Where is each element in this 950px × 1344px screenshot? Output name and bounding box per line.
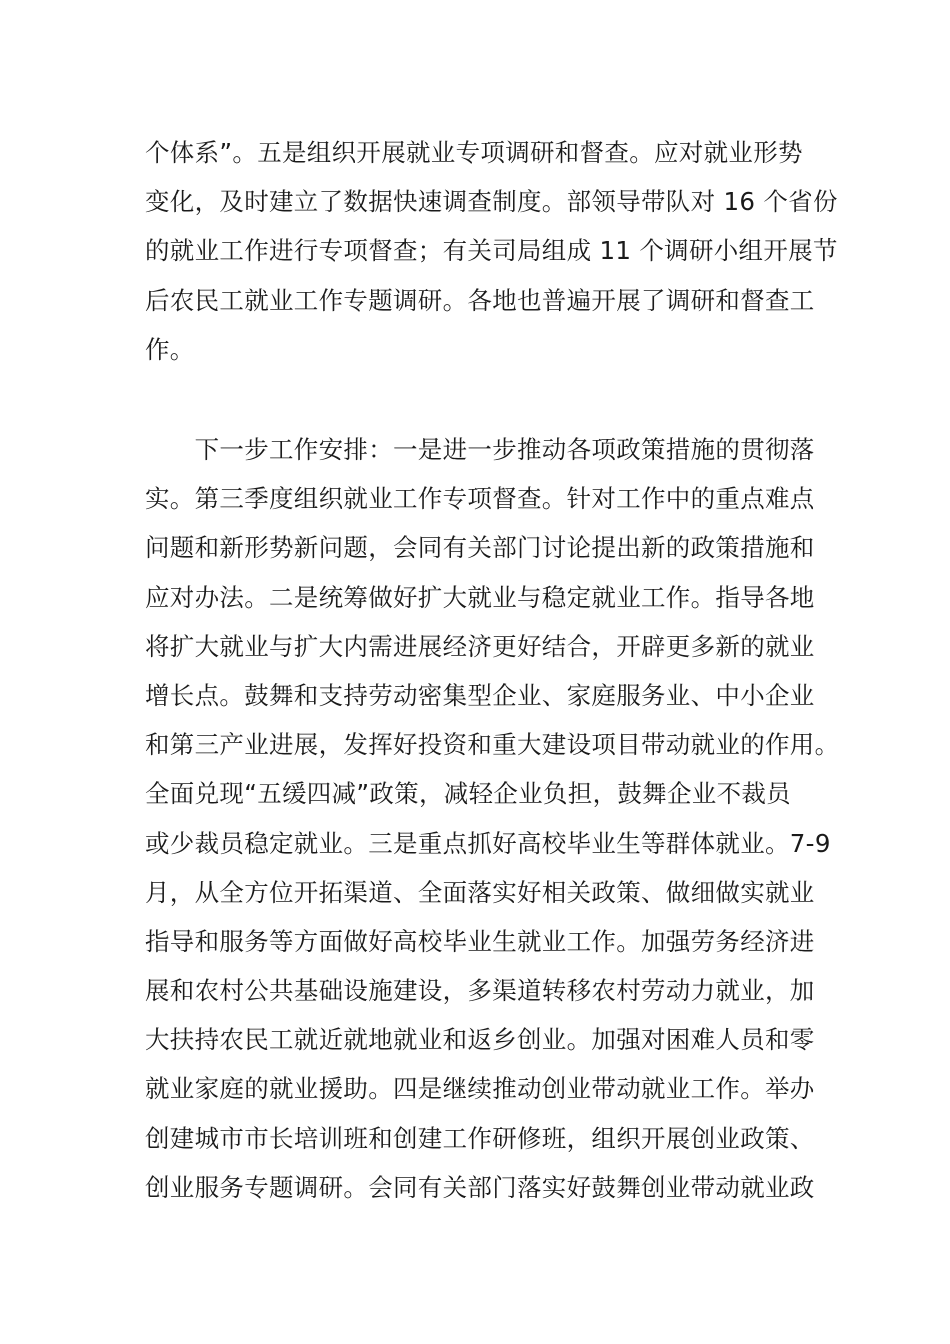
text-line: 大扶持农民工就近就地就业和返乡创业。加强对困难人员和零: [145, 1025, 815, 1055]
text-line: 作。: [145, 334, 195, 364]
text-line: 变化，及时建立了数据快速调查制度。部领导带队对 16 个省份: [145, 187, 838, 217]
text-line: 就业家庭的就业援助。四是继续推动创业带动就业工作。举办: [145, 1074, 815, 1104]
text-line: 的就业工作进行专项督查；有关司局组成 11 个调研小组开展节: [145, 236, 838, 266]
text-line: 创建城市市长培训班和创建工作研修班，组织开展创业政策、: [145, 1123, 815, 1153]
text-line: 应对办法。二是统筹做好扩大就业与稳定就业工作。指导各地: [145, 582, 815, 612]
text-line: 创业服务专题调研。会同有关部门落实好鼓舞创业带动就业政: [145, 1172, 815, 1202]
text-line: 和第三产业进展，发挥好投资和重大建设项目带动就业的作用。: [145, 730, 840, 760]
paragraph-2: [145, 425, 840, 1212]
text-line: 月，从全方位开拓渠道、全面落实好相关政策、做细做实就业: [145, 877, 815, 907]
text-line: 个体系”。五是组织开展就业专项调研和督查。应对就业形势: [145, 138, 803, 167]
text-line: 增长点。鼓舞和支持劳动密集型企业、家庭服务业、中小企业: [145, 680, 815, 710]
text-line: 全面兑现“五缓四减”政策，减轻企业负担，鼓舞企业不裁员: [145, 779, 791, 809]
text-line: 后农民工就业工作专题调研。各地也普遍开展了调研和督查工: [145, 285, 815, 315]
paragraph-1: [145, 128, 838, 374]
text-line: 展和农村公共基础设施建设，多渠道转移农村劳动力就业，加: [145, 976, 815, 1006]
text-line: 问题和新形势新问题，会同有关部门讨论提出新的政策措施和: [145, 533, 815, 563]
text-line: 下一步工作安排：一是进一步推动各项政策措施的贯彻落: [145, 435, 815, 464]
text-line: 实。第三季度组织就业工作专项督查。针对工作中的重点难点: [145, 484, 815, 514]
text-line: 指导和服务等方面做好高校毕业生就业工作。加强劳务经济进: [145, 926, 815, 956]
text-line: 或少裁员稳定就业。三是重点抓好高校毕业生等群体就业。7-9: [145, 828, 831, 858]
text-line: 将扩大就业与扩大内需进展经济更好结合，开辟更多新的就业: [145, 631, 815, 661]
